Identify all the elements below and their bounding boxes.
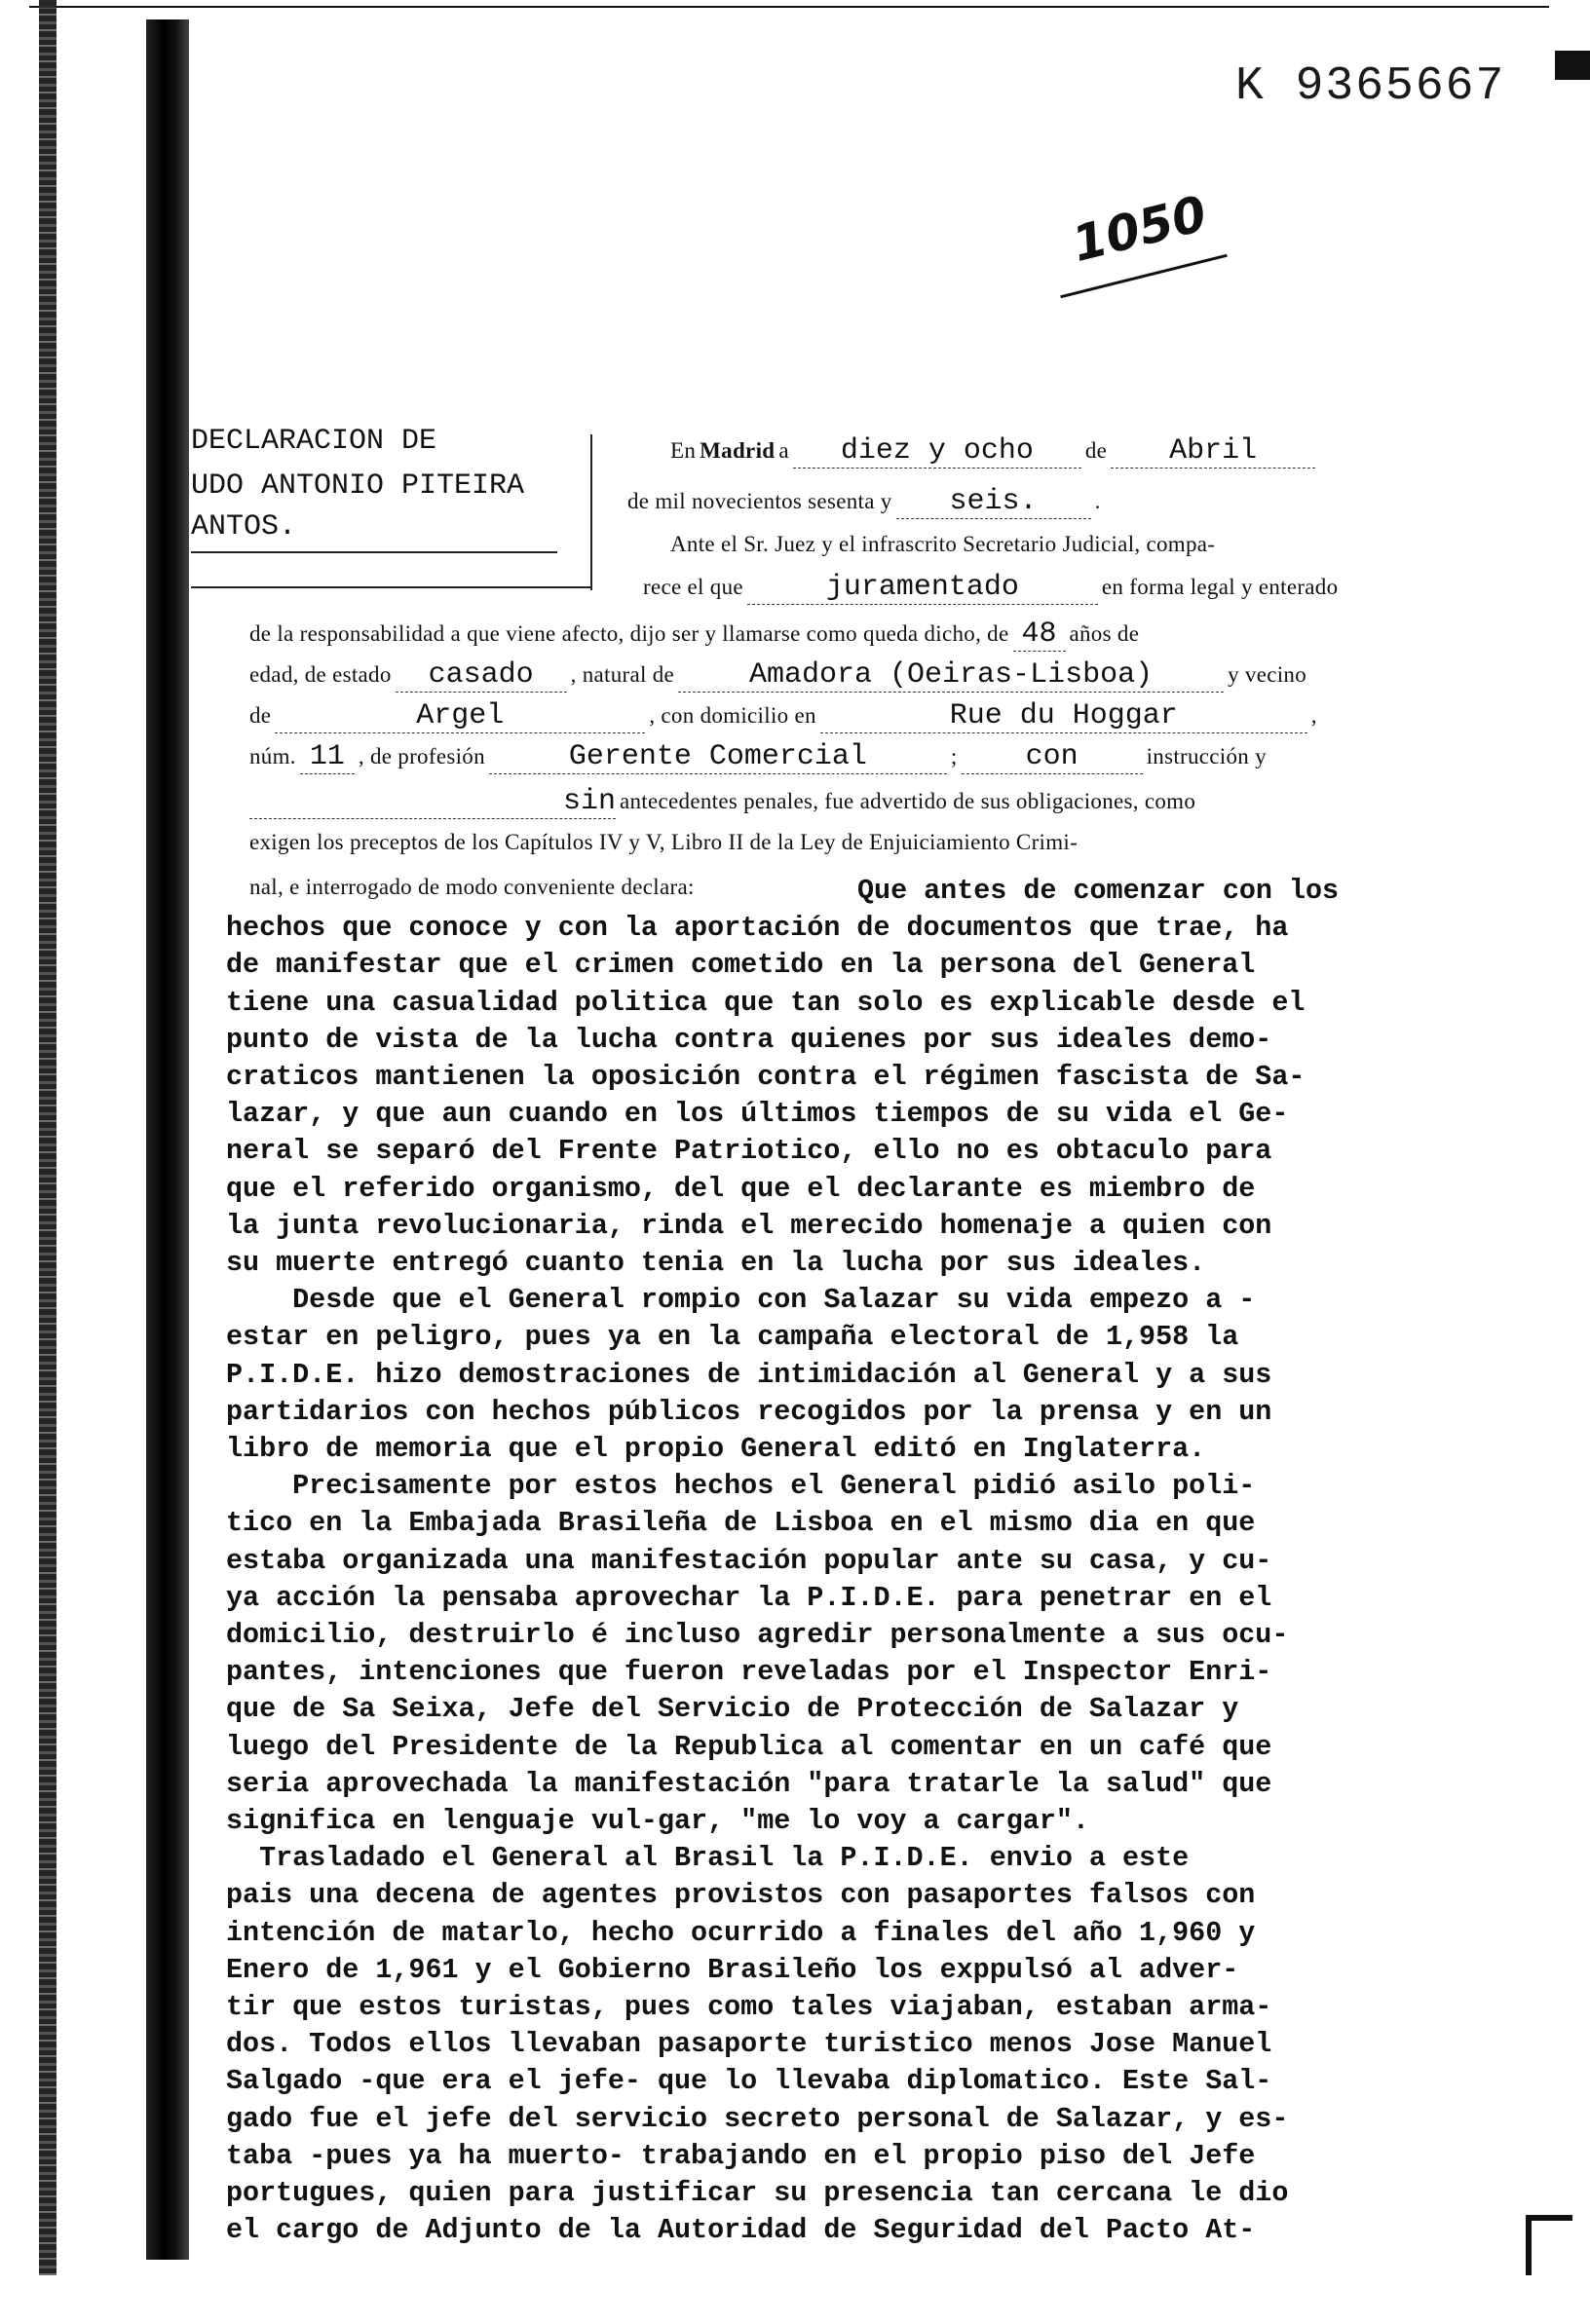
caption-line-1: DECLARACION DE bbox=[191, 425, 437, 458]
body-line: la junta revolucionaria, rinda el merecido homenaje a quien con bbox=[226, 1209, 1272, 1242]
body-line: dos. Todos ellos llevaban pasaporte turistico menos Jose Manuel bbox=[226, 2028, 1272, 2061]
interrogado-text: nal, e interrogado de modo conveniente declara: bbox=[249, 875, 695, 899]
oath-suffix: en forma legal y enterado bbox=[1101, 575, 1339, 599]
a-label: a bbox=[778, 438, 789, 463]
natural-field: Amadora (Oeiras-Lisboa) bbox=[678, 658, 1224, 693]
body-line: que de Sa Seixa, Jefe del Servicio de Protección de Salazar y bbox=[226, 1693, 1239, 1726]
year-prefix: de mil novecientos sesenta y bbox=[627, 489, 892, 513]
domicilio-label: , con domicilio en bbox=[649, 703, 816, 728]
body-line: ya acción la pensaba aprovechar la P.I.D.E. para penetrar en el bbox=[226, 1581, 1272, 1614]
age-field: 48 bbox=[1013, 618, 1066, 652]
caption-line-3: ANTOS. bbox=[191, 510, 297, 544]
month-field: Abril bbox=[1111, 434, 1315, 469]
antecedentes-text: antecedentes penales, fue advertido de sus obligaciones, como bbox=[620, 789, 1196, 813]
instruccion-field: con bbox=[962, 740, 1143, 774]
body-line: taba -pues ya ha muerto- trabajando en el propio piso del Jefe bbox=[226, 2139, 1256, 2172]
estado-field: casado bbox=[396, 658, 567, 693]
num-label: núm. bbox=[249, 744, 296, 768]
preceptos-text: exigen los preceptos de los Capítulos IV y V, Libro II de la Ley de Enjuiciamiento Crimi- bbox=[249, 830, 1079, 854]
domicilio-field: Rue du Hoggar bbox=[820, 699, 1307, 733]
profesion-label: , de profesión bbox=[358, 744, 485, 768]
vecino-field: Argel bbox=[275, 699, 645, 733]
de2-label: de bbox=[249, 703, 272, 728]
body-line: libro de memoria que el propio General editó en Inglaterra. bbox=[226, 1433, 1206, 1465]
body-line: portugues, quien para justificar su presencia tan cercana le dio bbox=[226, 2177, 1289, 2209]
body-line: el cargo de Adjunto de la Autoridad de Seguridad del Pacto At- bbox=[226, 2214, 1256, 2247]
en-label: En bbox=[670, 438, 697, 463]
body-line: Enero de 1,961 y el Gobierno Brasileño los exppulsó al adver- bbox=[226, 1953, 1239, 1986]
responsibility-text: de la responsabilidad a que viene afecto, dijo ser y llamarse como queda dicho, de bbox=[249, 621, 1009, 646]
declaration-form: En Madrid a diez y ocho de Abril de mil novecientos sesenta y seis. . Ante el Sr. Juez y el infrascrito Secretario Judicial, compa- rece el que juramentado en forma legal y enterado de la responsabilidad a que viene afecto, dijo ser y llamarse como queda dicho, de 48 años de edad, de estado casado , natural de Amadora (Oeiras-Lisboa) y vecino de Argel , con domicilio en Rue du Hoggar , núm. 11 , de profesión Gerente Comercial ; con instrucción y sin antecedentes penales, fue advertido de sus obligaciones, como exigen los preceptos de los Capítulos IV y V, Libro II de la Ley de Enjuiciamiento Crimi- nal, e interrogado de modo conveniente declara: bbox=[249, 434, 1339, 899]
body-line: estaba organizada una manifestación popular ante su casa, y cu- bbox=[226, 1544, 1272, 1577]
body-line: su muerte entregó cuanto tenia en la lucha por sus ideales. bbox=[226, 1247, 1206, 1279]
appear-text: Ante el Sr. Juez y el infrascrito Secretario Judicial, compa- bbox=[670, 532, 1216, 556]
body-line: luego del Presidente de la Republica al comentar en un café que bbox=[226, 1730, 1272, 1763]
body-line: craticos mantienen la oposición contra el régimen fascista de Sa- bbox=[226, 1061, 1306, 1093]
body-line: punto de vista de la lucha contra quienes por sus ideales demo- bbox=[226, 1023, 1272, 1056]
body-line: tir que estos turistas, pues como tales viajaban, estaban arma- bbox=[226, 1991, 1272, 2023]
body-line: domicilio, destruirlo é incluso agredir personalmente a sus ocu- bbox=[226, 1619, 1289, 1651]
body-line: gado fue el jefe del servicio secreto personal de Salazar, y es- bbox=[226, 2102, 1289, 2135]
body-line: seria aprovechada la manifestación "para tratarle la salud" que bbox=[226, 1767, 1272, 1800]
body-line: P.I.D.E. hizo demostraciones de intimidación al General y a sus bbox=[226, 1358, 1272, 1391]
edad-label: edad, de estado bbox=[249, 662, 392, 687]
year-field: seis. bbox=[896, 485, 1091, 519]
vecino-label: y vecino bbox=[1228, 662, 1307, 687]
body-line: pais una decena de agentes provistos con pasaportes falsos con bbox=[226, 1879, 1256, 1912]
body-line: significa en lenguaje vul-gar, "me lo voy a cargar". bbox=[226, 1805, 1089, 1837]
body-line: que el referido organismo, del que el declarante es miembro de bbox=[226, 1172, 1256, 1205]
body-line: Desde que el General rompio con Salazar su vida empezo a - bbox=[226, 1284, 1256, 1317]
body-line: hechos que conoce y con la aportación de documentos que trae, ha bbox=[226, 912, 1289, 945]
oath-field: juramentado bbox=[747, 571, 1098, 605]
body-line: tiene una casualidad politica que tan solo es explicable desde el bbox=[226, 986, 1306, 1019]
body-line: lazar, y que aun cuando en los últimos tiempos de su vida el Ge- bbox=[226, 1098, 1289, 1131]
caption-line-2: UDO ANTONIO PITEIRA bbox=[191, 469, 525, 503]
body-line: pantes, intenciones que fueron reveladas por el Inspector Enri- bbox=[226, 1656, 1272, 1689]
age-suffix: años de bbox=[1069, 621, 1140, 646]
rece-label: rece el que bbox=[643, 575, 743, 599]
body-line: estar en peligro, pues ya en la campaña electoral de 1,958 la bbox=[226, 1321, 1239, 1354]
body-line: tico en la Embajada Brasileña de Lisboa en el mismo dia en que bbox=[226, 1507, 1256, 1540]
body-line: partidarios con hechos públicos recogidos por la prensa y en un bbox=[226, 1395, 1272, 1428]
profesion-field: Gerente Comercial bbox=[489, 740, 947, 774]
body-line: intención de matarlo, hecho ocurrido a finales del año 1,960 y bbox=[226, 1916, 1256, 1949]
body-line: Salgado -que era el jefe- que lo llevaba diplomatico. Este Sal- bbox=[226, 2065, 1272, 2098]
body-line: neral se separó del Frente Patriotico, ello no es obtaculo para bbox=[226, 1135, 1272, 1168]
handwritten-folio-number: 1050 bbox=[1067, 185, 1213, 273]
body-line: Precisamente por estos hechos el General pidió asilo poli- bbox=[226, 1470, 1256, 1503]
body-line: de manifestar que el crimen cometido en la persona del General bbox=[226, 949, 1256, 982]
day-field: diez y ocho bbox=[793, 434, 1081, 469]
document-number: K 9365667 bbox=[1235, 60, 1506, 113]
declaration-body bbox=[226, 873, 1454, 2324]
body-line: Que antes de comenzar con los bbox=[857, 875, 1340, 907]
semicolon: ; bbox=[950, 744, 958, 768]
body-line: Trasladado el General al Brasil la P.I.D.E. envio a este bbox=[226, 1842, 1190, 1875]
de-label: de bbox=[1084, 438, 1108, 463]
en-city: Madrid bbox=[700, 438, 776, 463]
num-field: 11 bbox=[300, 740, 355, 774]
antecedentes-field: sin bbox=[249, 785, 616, 819]
margin-signature-mark bbox=[171, 935, 232, 2026]
instruccion-label: instrucción y bbox=[1146, 744, 1267, 768]
natural-label: , natural de bbox=[570, 662, 675, 687]
